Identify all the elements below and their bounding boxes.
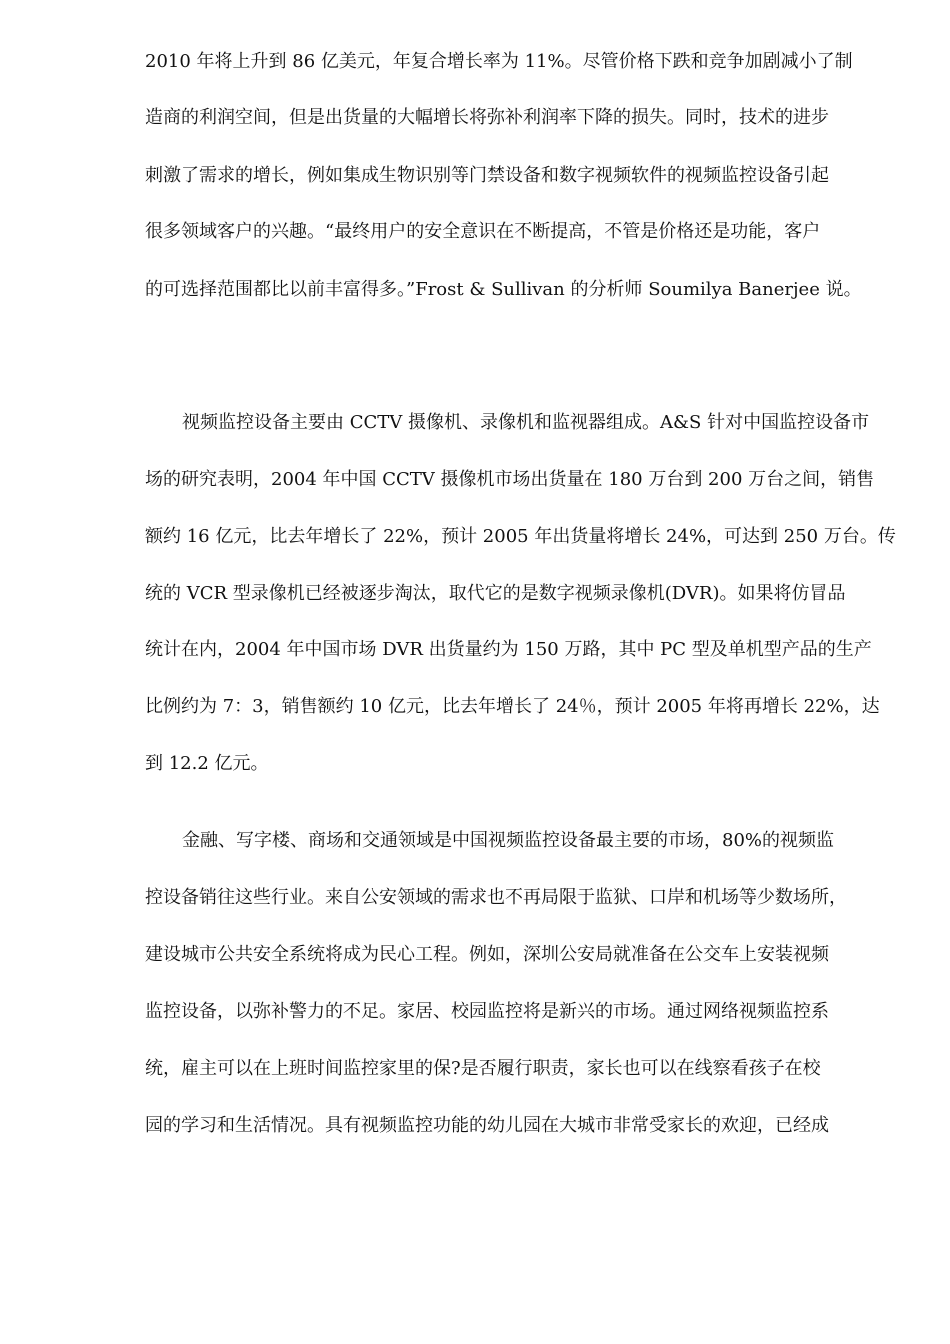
paragraph-line: 园的学习和生活情况。具有视频监控功能的幼儿园在大城市非常受家长的欢迎，已经成 <box>145 1115 829 1136</box>
paragraph-line: 的可选择范围都比以前丰富得多。”Frost & Sullivan 的分析师 Soumilya Banerjee 说。 <box>145 279 862 300</box>
paragraph-line: 比例约为 7：3，销售额约 10 亿元，比去年增长了 24％，预计 2005 年将再增长 22%，达 <box>145 696 880 717</box>
paragraph-line: 2010 年将上升到 86 亿美元，年复合增长率为 11%。尽管价格下跌和竞争加剧减小了制 <box>145 51 853 72</box>
paragraph-line: 很多领域客户的兴趣。“最终用户的安全意识在不断提高，不管是价格还是功能，客户 <box>145 221 821 242</box>
paragraph-line: 控设备销往这些行业。来自公安领域的需求也不再局限于监狱、口岸和机场等少数场所， <box>145 887 847 908</box>
paragraph-line: 建设城市公共安全系统将成为民心工程。例如，深圳公安局就准备在公交车上安装视频 <box>145 944 829 965</box>
paragraph-line: 统计在内，2004 年中国市场 DVR 出货量约为 150 万路，其中 PC 型及单机型产品的生产 <box>145 639 872 660</box>
paragraph-line: 额约 16 亿元，比去年增长了 22%，预计 2005 年出货量将增长 24%，可达到 250 万台。传 <box>145 526 896 547</box>
paragraph-line: 金融、写字楼、商场和交通领域是中国视频监控设备最主要的市场，80%的视频监 <box>182 830 835 851</box>
paragraph-line: 刺激了需求的增长，例如集成生物识别等门禁设备和数字视频软件的视频监控设备引起 <box>145 165 829 186</box>
paragraph-line: 到 12.2 亿元。 <box>145 753 269 774</box>
paragraph-line: 统，雇主可以在上班时间监控家里的保?是否履行职责，家长也可以在线察看孩子在校 <box>145 1058 821 1079</box>
paragraph-line: 监控设备，以弥补警力的不足。家居、校园监控将是新兴的市场。通过网络视频监控系 <box>145 1001 829 1022</box>
paragraph-line: 视频监控设备主要由 CCTV 摄像机、录像机和监视器组成。A&S 针对中国监控设备市 <box>182 412 870 433</box>
paragraph-line: 造商的利润空间，但是出货量的大幅增长将弥补利润率下降的损失。同时，技术的进步 <box>145 107 829 128</box>
paragraph-line: 统的 VCR 型录像机已经被逐步淘汰，取代它的是数字视频录像机(DVR)。如果将仿冒品 <box>145 583 846 604</box>
paragraph-line: 场的研究表明，2004 年中国 CCTV 摄像机市场出货量在 180 万台到 200 万台之间，销售 <box>145 469 875 490</box>
